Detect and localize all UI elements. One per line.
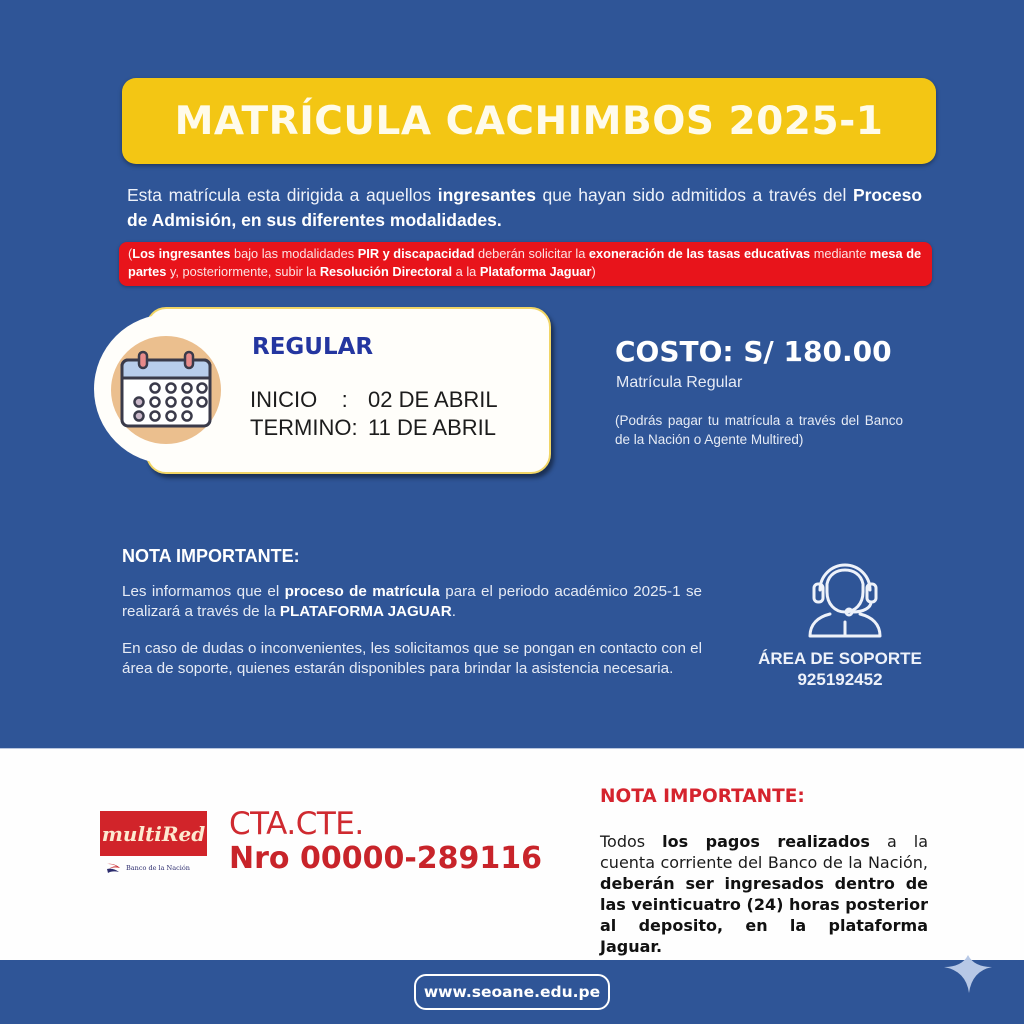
start-label: INICIO : [250, 387, 348, 412]
payment-note-bold: deberán ser ingresados dentro de las veinticuatro (24) horas posterior al deposito, en la plataforma Jaguar. [600, 874, 928, 956]
start-value: 02 DE ABRIL [368, 387, 498, 412]
cost-title: COSTO: S/ 180.00 [615, 335, 892, 368]
alert-bold: Plataforma Jaguar [479, 264, 592, 279]
multired-logo-text: multiRed [101, 821, 206, 846]
exoneration-alert [119, 242, 932, 286]
nota-paragraph-1 [122, 582, 702, 622]
alert-text: ) [591, 264, 596, 279]
headset-agent-icon [800, 550, 890, 640]
alert-bold: PIR y discapacidad [357, 246, 475, 261]
website-url[interactable]: www.seoane.edu.pe [423, 983, 601, 1001]
alert-bold: Los ingresantes [132, 246, 231, 261]
alert-text: ( [128, 246, 133, 261]
cost-subtitle: Matrícula Regular [616, 374, 743, 391]
payment-note-text: Todos [600, 832, 663, 851]
page-title: MATRÍCULA CACHIMBOS 2025-1 [174, 98, 884, 144]
payment-note-title: NOTA IMPORTANTE: [600, 786, 805, 807]
alert-text: y, posteriormente, subir la [166, 264, 320, 279]
cost-note: (Podrás pagar tu matrícula a través del Banco de la Nación o Agente Multired) [615, 413, 903, 447]
payment-note-bold: los pagos realizados [662, 832, 870, 851]
payment-note-paragraph [600, 831, 928, 957]
calendar-icon [118, 350, 214, 430]
multired-logo [100, 811, 207, 856]
alert-text: deberán solicitar la [474, 246, 589, 261]
account-label: CTA.CTE. [229, 806, 364, 842]
intro-bold: ingresantes [437, 185, 536, 205]
support-phone[interactable]: 925192452 [797, 670, 883, 689]
end-value: 11 DE ABRIL [368, 415, 496, 440]
website-link[interactable] [414, 974, 610, 1010]
end-label: TERMINO: [250, 415, 358, 440]
alert-text: mediante [810, 246, 870, 261]
banco-nacion-icon [106, 862, 122, 874]
nota-text: Les informamos que el [122, 583, 285, 600]
regular-title: REGULAR [252, 334, 374, 360]
sparkle-icon [940, 955, 996, 995]
alert-bold: Resolución Directoral [319, 264, 453, 279]
account-number: Nro 00000-289116 [229, 841, 543, 876]
end-date-row [250, 415, 496, 441]
intro-text: Esta matrícula esta dirigida a aquellos [127, 185, 438, 205]
nota-importante-title: NOTA IMPORTANTE: [122, 546, 300, 566]
nota-paragraph-2: En caso de dudas o inconvenientes, les solicitamos que se pongan en contacto con el área de soporte, quienes estarán disponibles para brindar la asistencia necesaria. [122, 640, 702, 677]
banco-nacion-logo [106, 862, 190, 874]
alert-bold: exoneración de las tasas educativas [588, 246, 811, 261]
nota-bold: PLATAFORMA JAGUAR [279, 603, 452, 620]
payment-note-text: a la cuenta corriente del Banco de la Nación, [600, 832, 929, 872]
alert-text: a la [452, 264, 480, 279]
intro-text: que hayan sido admitidos a través del [535, 185, 853, 205]
title-banner [122, 78, 936, 164]
intro-paragraph [127, 183, 922, 233]
alert-text: bajo las modalidades [230, 246, 358, 261]
nota-text: . [451, 603, 456, 620]
nota-text: para el periodo académico 2025-1 se realizará a través de la [122, 583, 702, 620]
alert-bold: mesa de partes [128, 246, 922, 279]
banco-nacion-text: Banco de la Nación [126, 864, 190, 872]
support-label: ÁREA DE SOPORTE [758, 649, 922, 668]
start-date-row [250, 387, 498, 413]
nota-bold: proceso de matrícula [284, 583, 440, 600]
intro-bold: Proceso de Admisión, en sus diferentes modalidades. [127, 185, 923, 230]
